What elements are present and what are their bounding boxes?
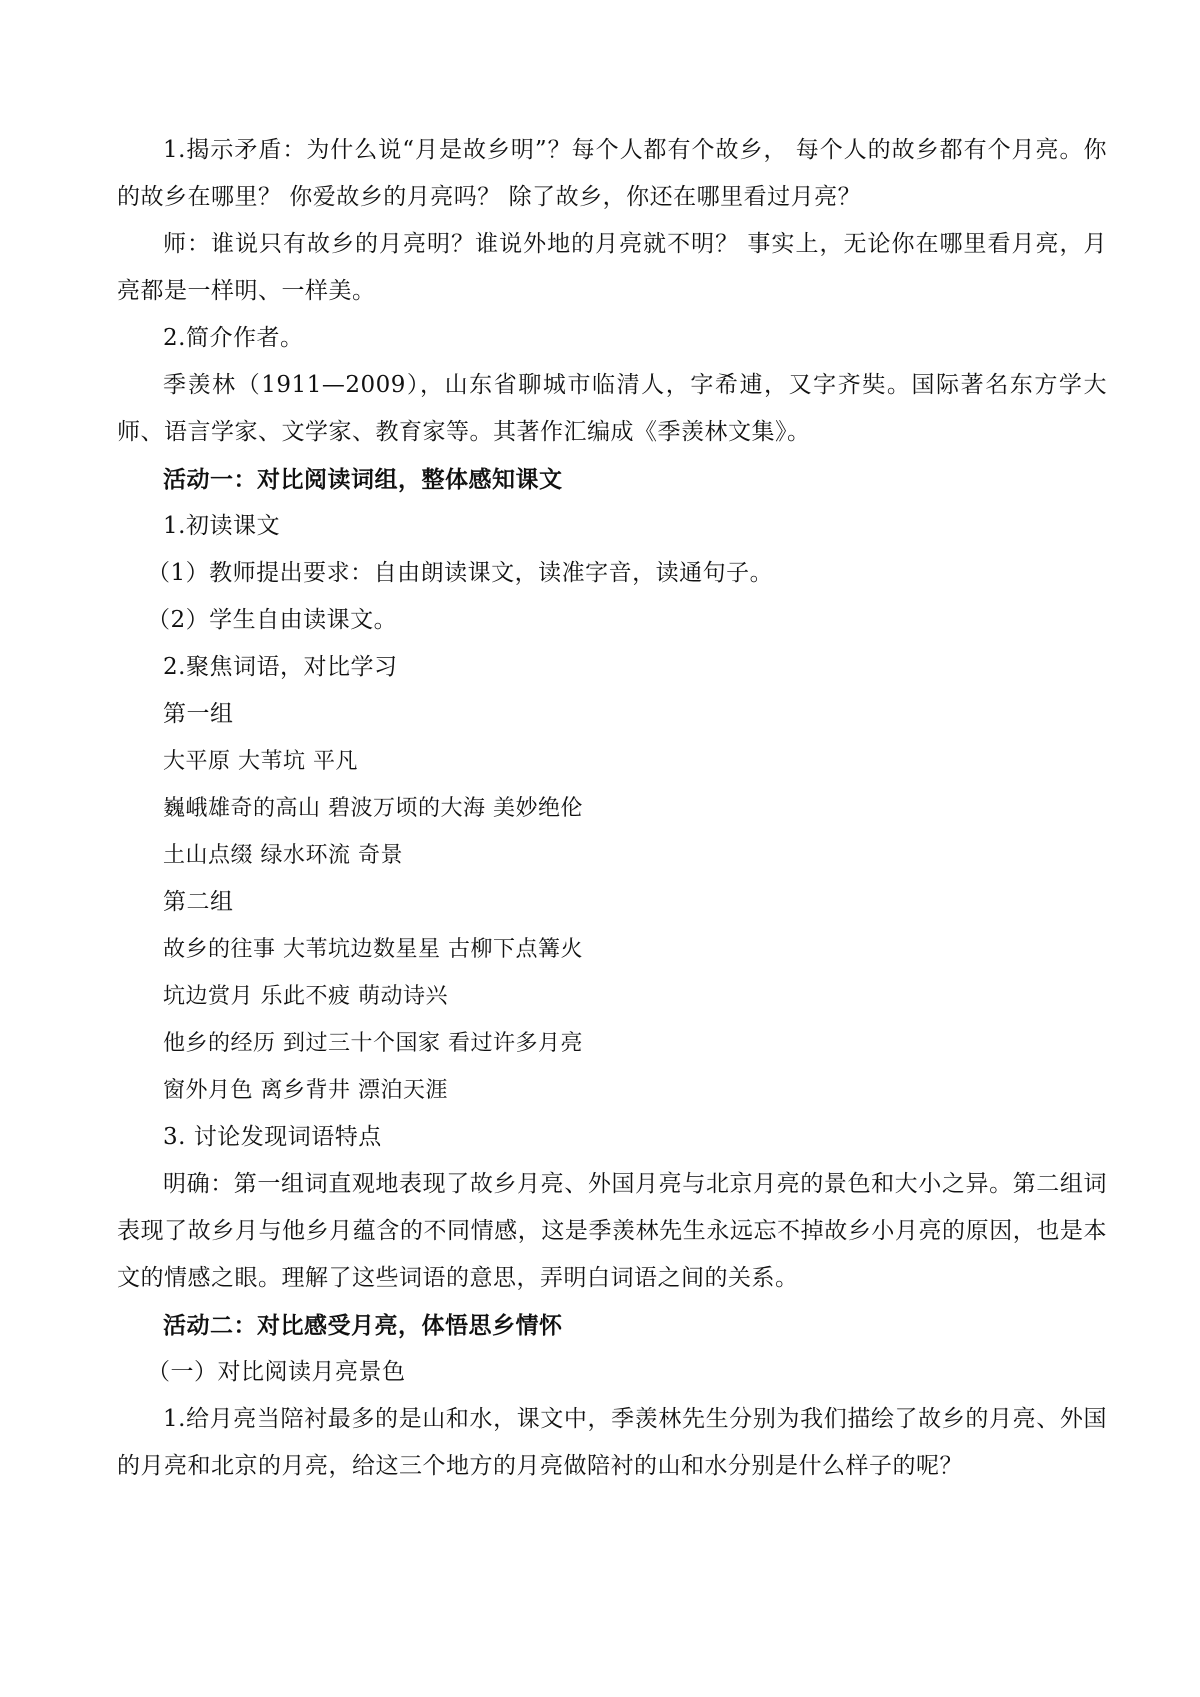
section-one-heading: （一）对比阅读月亮景色 <box>147 1359 406 1385</box>
paragraph-author-bio: 季羡林（1911—2009），山东省聊城市临清人，字希逋，又字齐奘。国际著名东方学大师、语言学家、文学家、教育家等。其著作汇编成《季羡林文集》。 <box>117 372 1107 445</box>
activity-two-heading: 活动二：对比感受月亮，体悟思乡情怀 <box>163 1312 563 1339</box>
document-body <box>117 127 1107 1490</box>
word-group-line: 土山点缀 绿水环流 奇景 <box>163 843 403 868</box>
word-group-line: 巍峨雄奇的高山 碧波万顷的大海 美妙绝伦 <box>163 796 583 821</box>
paragraph-moon-comparison: 1.给月亮当陪衬最多的是山和水，课文中，季羡林先生分别为我们描绘了故乡的月亮、外国的月亮和北京的月亮，给这三个地方的月亮做陪衬的山和水分别是什么样子的呢？ <box>117 1406 1107 1479</box>
word-group-line: 故乡的往事 大苇坑边数星星 古柳下点篝火 <box>163 937 583 962</box>
group-two-label: 第二组 <box>163 889 234 915</box>
word-group-line: 坑边赏月 乐此不疲 萌动诗兴 <box>163 984 448 1009</box>
paragraph-first-reading: 1.初读课文 <box>163 513 280 539</box>
paragraph-teacher-request: （1）教师提出要求：自由朗读课文，读准字音，读通句子。 <box>147 560 774 586</box>
word-group-line: 大平原 大苇坑 平凡 <box>163 749 358 774</box>
paragraph-clarification: 明确：第一组词直观地表现了故乡月亮、外国月亮与北京月亮的景色和大小之异。第二组词表现了故乡月与他乡月蕴含的不同情感，这是季羡林先生永远忘不掉故乡小月亮的原因，也是本文的情感之眼。理解了这些词语的意思，弄明白词语之间的关系。 <box>117 1171 1107 1291</box>
paragraph-author-intro-heading: 2.简介作者。 <box>163 325 304 351</box>
paragraph-student-reading: （2）学生自由读课文。 <box>147 607 398 633</box>
word-group-line: 窗外月色 离乡背井 漂泊天涯 <box>163 1078 448 1103</box>
paragraph-reveal-contradiction: 1.揭示矛盾：为什么说“月是故乡明”？每个人都有个故乡， 每个人的故乡都有个月亮。你的故乡在哪里？ 你爱故乡的月亮吗？ 除了故乡，你还在哪里看过月亮？ <box>117 137 1107 210</box>
paragraph-discussion-heading: 3. 讨论发现词语特点 <box>163 1124 382 1150</box>
paragraph-teacher-remark: 师：谁说只有故乡的月亮明？谁说外地的月亮就不明？ 事实上，无论你在哪里看月亮，月亮都是一样明、一样美。 <box>117 231 1107 304</box>
activity-one-heading: 活动一：对比阅读词组，整体感知课文 <box>163 466 563 493</box>
word-group-line: 他乡的经历 到过三十个国家 看过许多月亮 <box>163 1031 583 1056</box>
group-one-label: 第一组 <box>163 701 234 727</box>
paragraph-focus-words: 2.聚焦词语，对比学习 <box>163 654 398 680</box>
